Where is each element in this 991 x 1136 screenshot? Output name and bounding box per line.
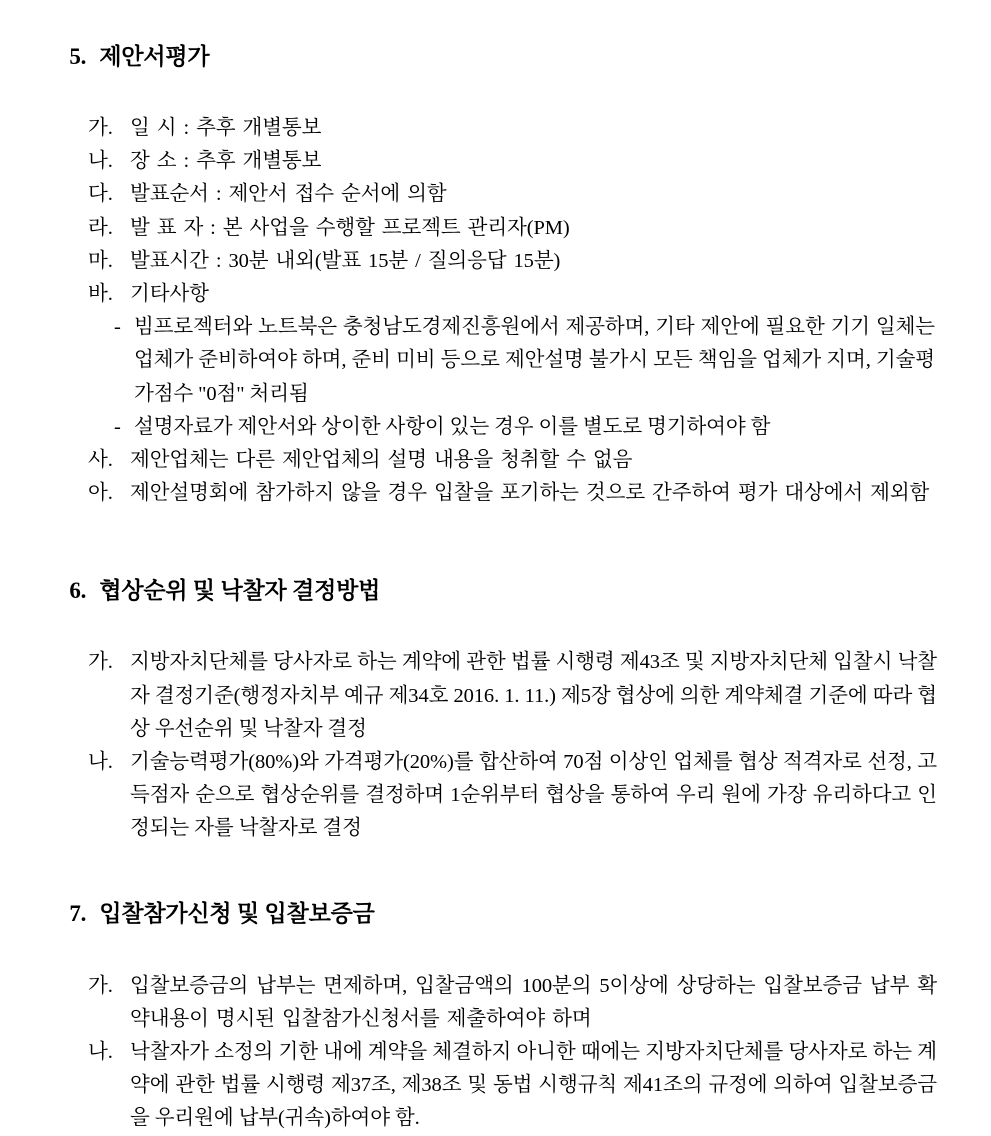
section-7-heading-text: 입찰참가신청 및 입찰보증금 (99, 901, 375, 927)
item-marker: 가. (88, 116, 113, 139)
subitem-text: 빔프로젝터와 노트북은 충청남도경제진흥원에서 제공하며, 기타 제안에 필요한 기기 일체는 업체가 준비하여야 하며, 준비 미비 등으로 제안설명 불가시 모든 책임을 업체가 지며, 기술평가점수 "0점" 처리됨 (134, 316, 935, 405)
section-6 (36, 542, 955, 845)
list-item (36, 278, 955, 311)
section-5 (36, 8, 955, 510)
list-item (36, 245, 955, 278)
item-marker: 나. (88, 750, 113, 773)
subitem-text: 설명자료가 제안서와 상이한 사항이 있는 경우 이를 별도로 명기하여야 함 (134, 415, 771, 438)
item-marker: 라. (88, 216, 113, 239)
item-text: 제안설명회에 참가하지 않을 경우 입찰을 포기하는 것으로 간주하여 평가 대상에서 제외함 (130, 482, 930, 505)
item-marker: 다. (88, 183, 113, 206)
list-item (36, 145, 955, 178)
item-marker: 바. (88, 282, 113, 305)
section-5-title (36, 8, 955, 106)
subitem-dash: - (114, 316, 121, 339)
list-item (36, 477, 955, 510)
list-subitem (36, 311, 955, 411)
item-text: 입찰보증금의 납부는 면제하며, 입찰금액의 100분의 5이상에 상당하는 입찰보증금 납부 확약내용이 명시된 입찰참가신청서를 제출하여야 하며 (130, 974, 937, 1030)
item-marker: 사. (88, 449, 113, 471)
item-marker: 가. (88, 974, 113, 997)
section-5-number: 5. (69, 43, 87, 69)
section-7 (36, 866, 955, 1136)
list-item (36, 178, 955, 211)
item-text: 지방자치단체를 당사자로 하는 계약에 관한 법률 시행령 제43조 및 지방자치단체 입찰시 낙찰자 결정기준(행정자치부 예규 제34호 2016. 1. 11.) 제5장 협상에 의한 계약체결 기준에 따라 협상 우선순위 및 낙찰자 결정 (130, 651, 937, 740)
section-5-heading-text: 제안서평가 (99, 43, 210, 69)
item-text: 기술능력평가(80%)와 가격평가(20%)를 합산하여 70점 이상인 업체를 협상 적격자로 선정, 고득점자 순으로 협상순위를 결정하며 1순위부터 협상을 통하여 우리 원에 가장 유리하다고 인정되는 자를 낙찰자로 결정 (130, 750, 937, 840)
item-marker: 아. (88, 482, 113, 505)
list-item (36, 1036, 955, 1136)
section-6-title (36, 542, 955, 640)
item-marker: 나. (88, 150, 113, 173)
list-item (36, 444, 955, 477)
item-text: 기타사항 (130, 282, 209, 305)
list-subitem (36, 411, 955, 444)
list-item (36, 646, 955, 746)
item-text: 발표시간 : 30분 내외(발표 15분 / 질의응답 15분) (130, 249, 561, 272)
list-item (36, 746, 955, 846)
list-item (36, 970, 955, 1036)
subitem-dash: - (114, 415, 121, 438)
item-marker: 가. (88, 651, 113, 674)
list-item (36, 112, 955, 145)
item-marker: 나. (88, 1040, 113, 1063)
section-7-number: 7. (69, 901, 87, 927)
list-item (36, 212, 955, 245)
section-6-heading-text: 협상순위 및 낙찰자 결정방법 (99, 578, 381, 604)
item-text: 발표순서 : 제안서 접수 순서에 의함 (130, 183, 447, 206)
item-text: 제안업체는 다른 제안업체의 설명 내용을 청취할 수 없음 (130, 449, 633, 471)
section-7-title (36, 866, 955, 964)
item-text: 장 소 : 추후 개별통보 (130, 150, 322, 173)
item-marker: 마. (88, 249, 113, 272)
item-text: 일 시 : 추후 개별통보 (130, 116, 322, 139)
item-text: 낙찰자가 소정의 기한 내에 계약을 체결하지 아니한 때에는 지방자치단체를 당사자로 하는 계약에 관한 법률 시행령 제37조, 제38조 및 동법 시행규칙 제41조의 규정에 의하여 입찰보증금을 우리원에 납부(귀속)하여야 함. (130, 1040, 937, 1130)
item-text: 발 표 자 : 본 사업을 수행할 프로젝트 관리자(PM) (130, 216, 570, 239)
section-6-number: 6. (69, 578, 87, 604)
